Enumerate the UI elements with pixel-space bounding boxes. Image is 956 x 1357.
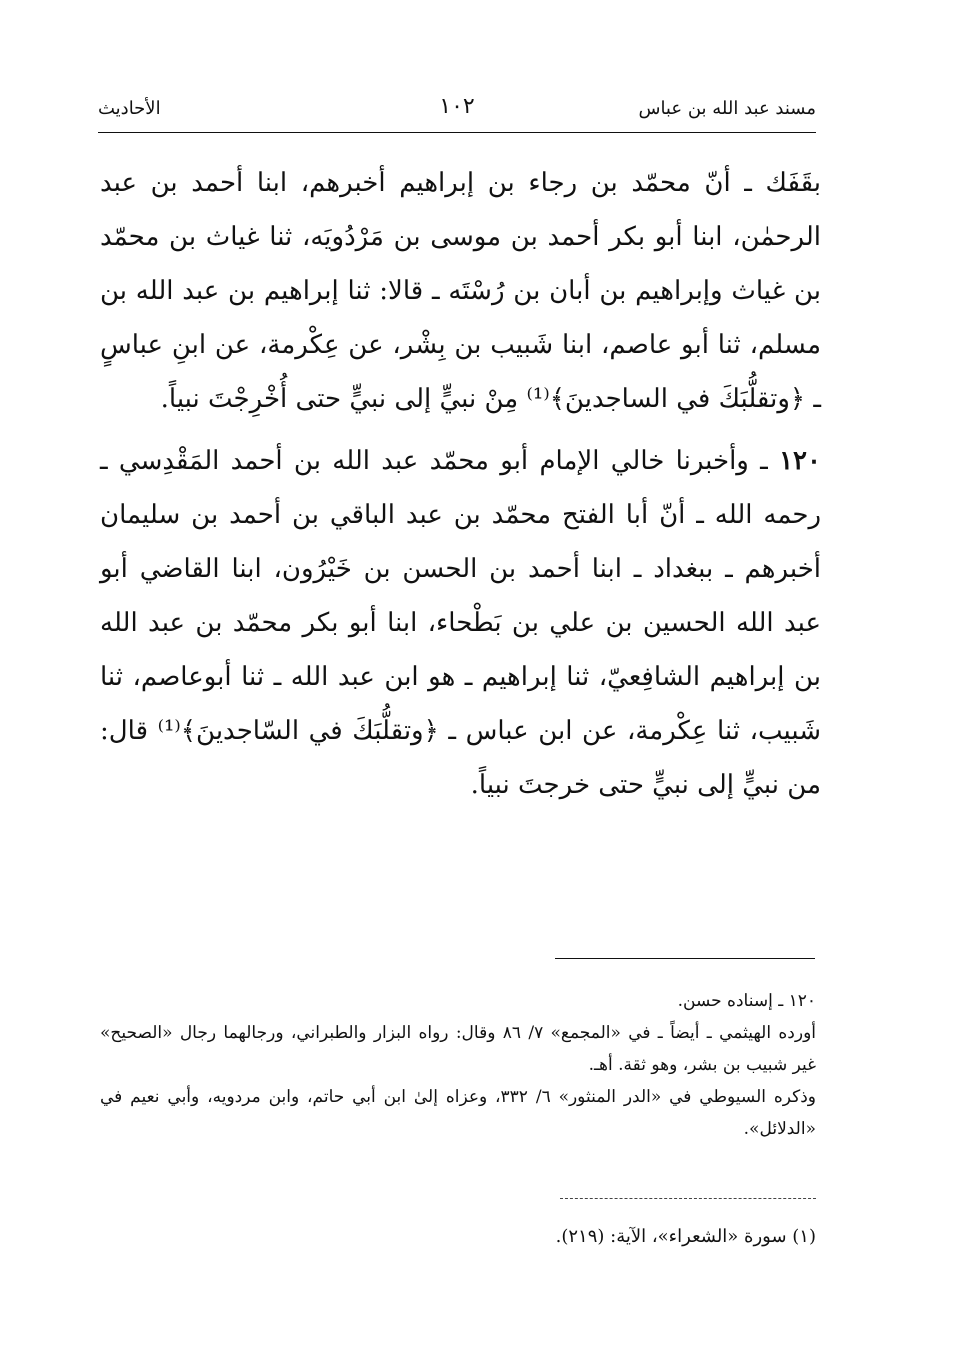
- note-haythami: أورده الهيثمي ـ أيضاً ـ في «المجمع» ٧/ ٨٦ وقال: رواه البزار والطبراني، ورجالهما رجال «الصحيح» غير شبيب بن بشر، وهو ثقة. أهـ.: [100, 1023, 816, 1075]
- note-suyuti: وذكره السيوطي في «الدر المنثور» ٦/ ٣٣٢، وعزاه إلىٰ ابن أبي حاتم، وابن مردويه، وأبي نعيم في «الدلائل».: [100, 1087, 816, 1139]
- footnote-divider: [560, 1198, 816, 1199]
- note-isnad: ١٢٠ ـ إسناده حسن.: [677, 991, 816, 1011]
- hadith-120: [100, 434, 821, 812]
- footnote: (١) سورة «الشعراء»، الآية: (٢١٩).: [555, 1226, 816, 1247]
- notes-divider: [555, 958, 815, 959]
- hadith-number: ١٢٠: [779, 446, 821, 476]
- header-divider: [98, 132, 816, 133]
- main-text: [100, 156, 821, 812]
- section-title: الأحاديث: [98, 98, 161, 119]
- page-header: [98, 92, 816, 132]
- book-title: مسند عبد الله بن عباس: [638, 98, 816, 119]
- paragraph-text: ـ وأخبرنا خالي الإمام أبو محمّد عبد الله بن أحمد المَقْدِسي ـ رحمه الله ـ أنّ أبا الفتح محمّد بن عبد الباقي بن أحمد بن سليمان أخبرهم ـ ببغداد ـ ابنا أحمد بن الحسن بن خَيْرُون، ابنا القاضي أبو عبد الله الحسين بن علي بن بَطْحاء، ابنا أبو بكر محمّد بن عبد الله بن إبراهيم الشافِعيّ، ثنا إبراهيم ـ هو ابن عبد الله ـ ثنا أبوعاصم، ثنا شَبيب، ثنا عِكْرمة، عن ابن عباس ـ ﴿وتقلُّبَكَ في السّاجدينَ﴾⁽¹⁾ قال: من نبيٍّ إلى نبيٍّ حتى خرجتَ نبياً.: [100, 446, 821, 800]
- paragraph-continuation: [100, 156, 821, 426]
- commentary-notes: [100, 985, 816, 1145]
- paragraph-text: بقَفَك ـ أنّ محمّد بن رجاء بن إبراهيم أخبرهم، ابنا أحمد بن عبد الرحمٰن، ابنا أبو بكر أحمد بن موسى بن مَرْدُويَه، ثنا غياث بن محمّد بن غياث وإبراهيم بن أبان بن رُسْتَه ـ قالا: ثنا إبراهيم بن عبد الله بن مسلم، ثنا أبو عاصم، ابنا شَبيب بن بِشْر، عن عِكْرمة، عن ابنِ عباسٍ ـ ﴿وتقلُّبَكَ في الساجدينَ﴾⁽¹⁾ مِنْ نبيٍّ إلى نبيٍّ حتى أُخْرِجْتَ نبياً.: [100, 168, 821, 414]
- page-number: ١٠٢: [439, 94, 475, 119]
